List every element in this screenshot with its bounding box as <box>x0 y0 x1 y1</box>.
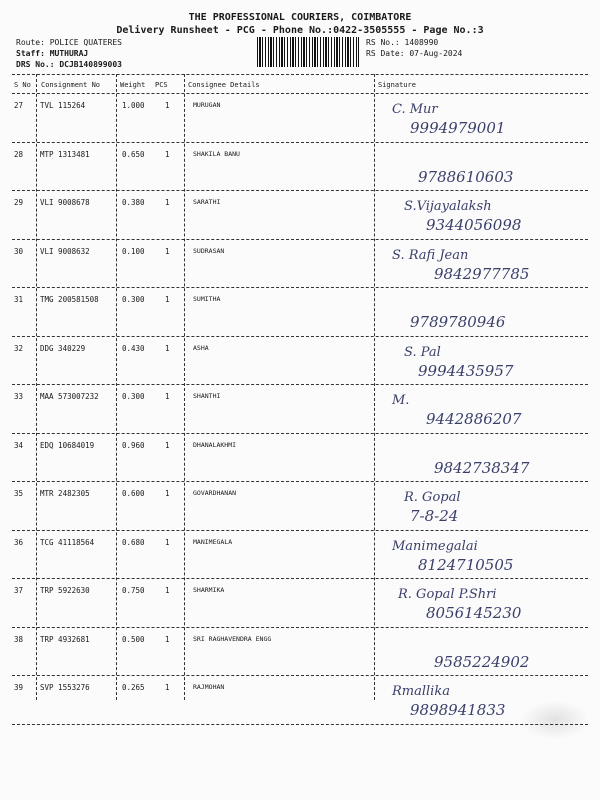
signature-phone: 9788610603 <box>418 167 514 186</box>
signature-name: M. <box>392 393 410 408</box>
row-pcs: 1 <box>165 101 170 110</box>
row-consignee: ASHA <box>193 343 209 352</box>
row-consignment-no: MTR 2482305 <box>40 489 90 498</box>
row-pcs: 1 <box>165 295 170 304</box>
row-sno: 30 <box>14 246 24 256</box>
row-consignment-no: MAA 573007232 <box>40 392 99 401</box>
signature-phone: 9442886207 <box>426 410 522 428</box>
row-consignment-no: TMG 200581508 <box>40 295 99 304</box>
col-sno: S No <box>14 81 31 89</box>
row-sno: 36 <box>14 537 24 547</box>
signature-phone: 7-8-24 <box>410 507 459 525</box>
row-divider <box>12 239 588 240</box>
row-pcs: 1 <box>165 440 170 450</box>
row-sno: 34 <box>14 440 24 450</box>
row-signature <box>380 291 590 335</box>
row-sno: 35 <box>14 489 24 498</box>
signature-phone: 9994435957 <box>418 361 514 380</box>
row-divider <box>12 481 588 482</box>
row-signature <box>380 388 590 432</box>
row-pcs: 1 <box>165 392 170 401</box>
row-divider <box>12 336 588 337</box>
row-sno: 29 <box>14 198 24 207</box>
row-pcs: 1 <box>165 489 170 498</box>
row-pcs: 1 <box>165 246 170 256</box>
row-sno: 38 <box>14 634 24 644</box>
signature-phone: 8056145230 <box>426 604 522 622</box>
signature-phone: 9898941833 <box>410 701 506 719</box>
row-consignment-no: VLI 9008678 <box>40 198 90 207</box>
col-weight: Weight <box>120 81 146 89</box>
col-pcs: PCS <box>155 81 168 89</box>
row-consignee: SHAKILA BANU <box>193 149 240 158</box>
row-sno: 32 <box>14 343 24 353</box>
signature-name: S.Vijayalaksh <box>404 199 492 214</box>
row-signature <box>380 146 590 190</box>
row-sno: 31 <box>14 295 24 304</box>
row-weight: 0.300 <box>122 392 145 401</box>
company-title: THE PROFESSIONAL COURIERS, COIMBATORE <box>188 12 412 23</box>
row-signature <box>380 534 590 578</box>
row-weight: 0.750 <box>122 586 145 595</box>
row-consignee: SARATHI <box>193 198 221 206</box>
row-consignee: SUMITHA <box>193 295 221 303</box>
row-consignment-no: EDQ 10684019 <box>40 440 95 450</box>
row-signature <box>380 340 590 384</box>
drs-number: DRS No.: DCJB140899003 <box>16 60 122 69</box>
row-consignee: SRI RAGHAVENDRA ENGG <box>193 634 272 643</box>
row-signature <box>380 582 590 626</box>
row-consignment-no: TVL 115264 <box>40 101 86 110</box>
row-weight: 0.380 <box>122 198 145 207</box>
row-weight: 0.100 <box>122 246 145 256</box>
row-signature <box>380 485 590 529</box>
row-signature <box>380 243 590 287</box>
row-weight: 0.265 <box>122 683 145 692</box>
row-consignee: MANIMEGALA <box>193 537 233 546</box>
row-sno: 39 <box>14 683 24 692</box>
row-weight: 0.680 <box>122 537 145 547</box>
row-weight: 1.000 <box>122 101 145 110</box>
signature-name: Rmallika <box>392 684 450 699</box>
signature-name: R. Gopal P.Shri <box>398 587 497 602</box>
row-pcs: 1 <box>165 343 170 353</box>
row-divider <box>12 578 588 579</box>
row-weight: 0.960 <box>122 440 145 450</box>
row-consignment-no: TRP 4932681 <box>40 634 90 644</box>
signature-phone: 9789780946 <box>410 313 506 331</box>
rs-date: RS Date: 07-Aug-2024 <box>366 49 463 58</box>
row-consignment-no: VLI 9008632 <box>40 246 90 256</box>
row-consignment-no: MTP 1313481 <box>40 149 90 159</box>
staff-label: Staff: MUTHURAJ <box>16 49 89 58</box>
row-weight: 0.600 <box>122 489 145 498</box>
row-consignment-no: TRP 5922630 <box>40 586 90 595</box>
row-sno: 33 <box>14 392 24 401</box>
row-signature <box>380 194 590 238</box>
row-divider <box>12 142 588 143</box>
row-signature <box>380 437 590 481</box>
signature-phone: 9585224902 <box>434 652 530 671</box>
signature-name: R. Gopal <box>404 490 461 505</box>
signature-name: Manimegalai <box>392 538 478 554</box>
row-consignment-no: TCG 41118564 <box>40 537 95 547</box>
row-consignee: MURUGAN <box>193 101 221 109</box>
row-divider <box>12 627 588 628</box>
signature-name: S. Pal <box>404 344 441 360</box>
col-consignee: Consignee Details <box>188 81 260 89</box>
row-divider <box>12 190 588 191</box>
row-divider <box>12 384 588 385</box>
row-divider <box>12 530 588 531</box>
row-consignment-no: SVP 1553276 <box>40 683 90 692</box>
row-consignee: GOVARDHANAN <box>193 489 237 497</box>
signature-phone: 8124710505 <box>418 555 514 574</box>
row-sno: 27 <box>14 101 24 110</box>
signature-phone: 9344056098 <box>426 216 522 234</box>
row-consignee: SHANTHI <box>193 392 221 400</box>
row-divider <box>12 675 588 676</box>
row-pcs: 1 <box>165 537 170 547</box>
row-weight: 0.650 <box>122 149 145 159</box>
row-weight: 0.500 <box>122 634 145 644</box>
signature-name: C. Mur <box>392 102 438 117</box>
row-signature <box>380 631 590 675</box>
route-label: Route: POLICE QUATERES <box>16 38 122 47</box>
row-divider <box>12 287 588 288</box>
row-pcs: 1 <box>165 586 170 595</box>
signature-phone: 9842977785 <box>434 264 530 283</box>
row-pcs: 1 <box>165 683 170 692</box>
row-consignee: SHARMIKA <box>193 586 225 594</box>
row-sno: 37 <box>14 586 24 595</box>
row-sno: 28 <box>14 149 24 159</box>
row-divider <box>12 433 588 434</box>
row-consignee: RAJMOHAN <box>193 683 225 691</box>
row-pcs: 1 <box>165 198 170 207</box>
row-consignee: DHANALAKHMI <box>193 440 237 449</box>
runsheet-subtitle: Delivery Runsheet - PCG - Phone No.:0422-3505555 - Page No.:3 <box>116 25 484 36</box>
barcode <box>257 37 359 67</box>
row-consignment-no: DDG 340229 <box>40 343 86 353</box>
signature-phone: 9994979001 <box>410 119 506 137</box>
col-signature: Signature <box>378 81 416 89</box>
row-weight: 0.430 <box>122 343 145 353</box>
row-weight: 0.300 <box>122 295 145 304</box>
row-pcs: 1 <box>165 149 170 159</box>
row-pcs: 1 <box>165 634 170 644</box>
scan-smudge <box>520 700 590 740</box>
row-signature <box>380 97 590 141</box>
row-consignee: SUDRASAN <box>193 246 225 255</box>
row-divider <box>12 724 588 725</box>
col-consignment: Consignment No <box>41 81 101 89</box>
signature-phone: 9842738347 <box>434 458 530 477</box>
signature-name: S. Rafi Jean <box>392 247 469 263</box>
rs-number: RS No.: 1408990 <box>366 38 439 47</box>
